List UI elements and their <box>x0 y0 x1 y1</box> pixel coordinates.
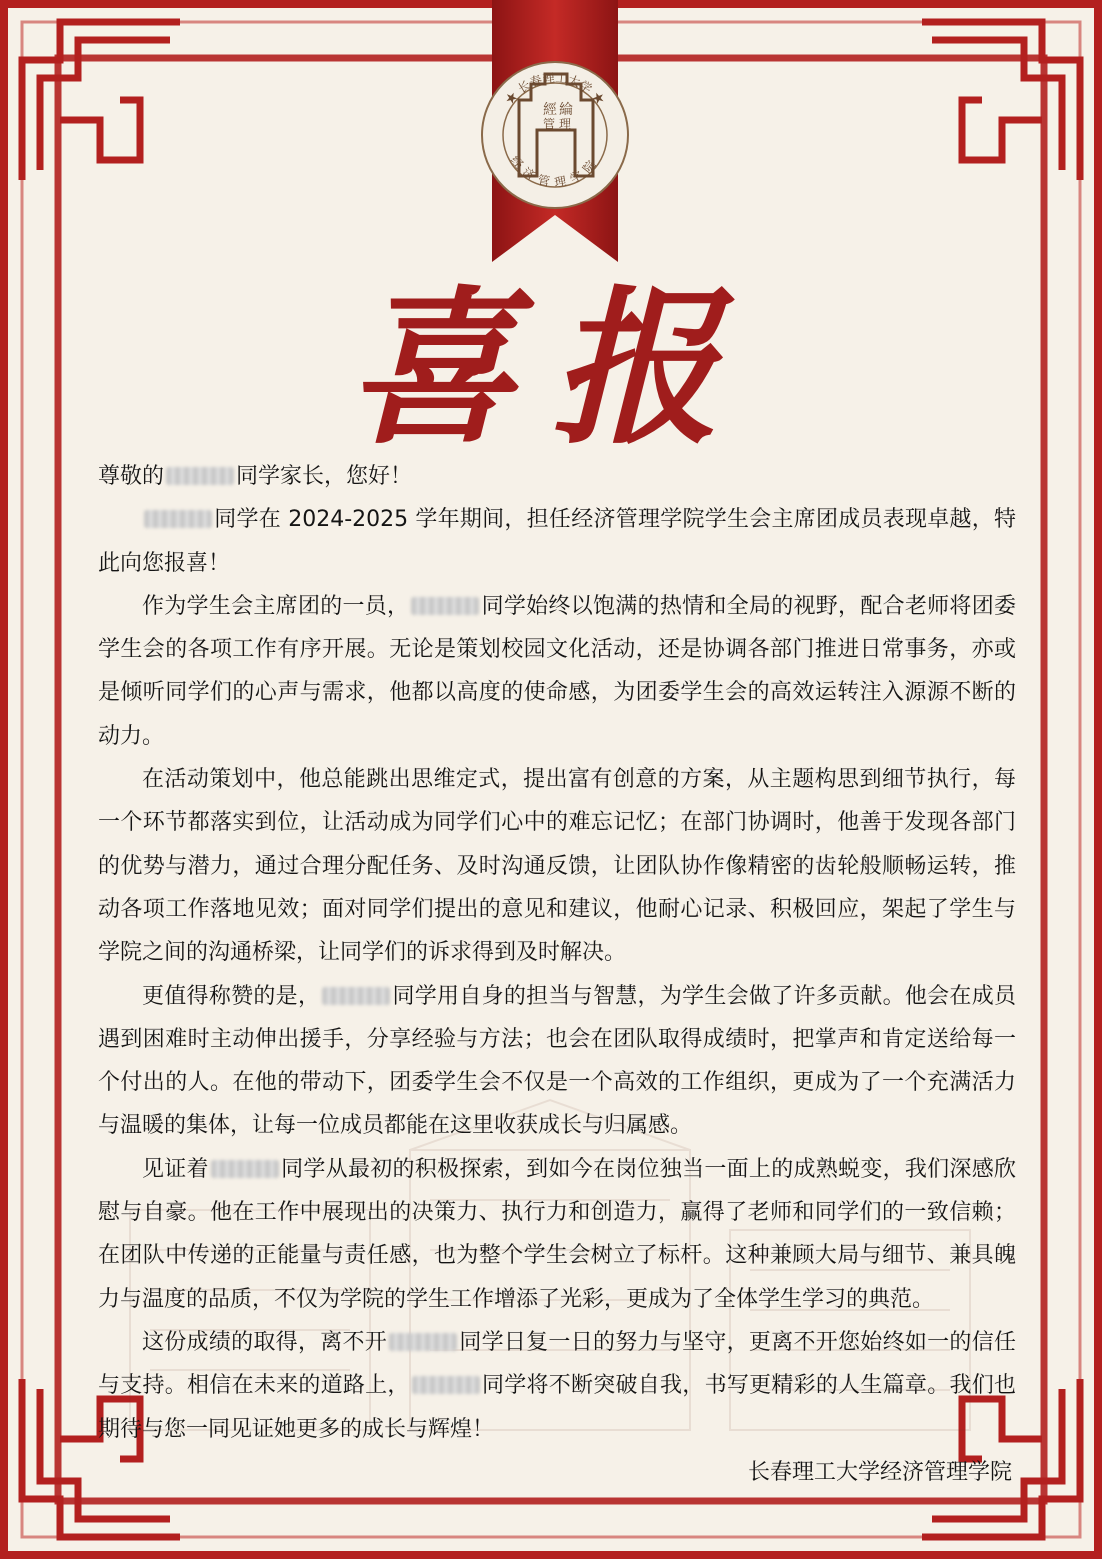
redacted-name <box>412 1376 480 1394</box>
redacted-name <box>411 597 479 615</box>
paragraph-6: 这份成绩的取得，离不开 同学日复一日的努力与坚守，更离不开您始终如一的信任与支持。相信在未来的道路上， 同学将不断突破自我，书写更精彩的人生篇章。我们也期待与您一同见证她更多的成长与辉煌！ <box>98 1329 1016 1442</box>
letter-body <box>98 455 1016 1451</box>
redacted-name <box>166 467 234 485</box>
redacted-name <box>389 1333 457 1351</box>
emblem-char-2: 綸 <box>559 102 573 118</box>
paragraph-3: 在活动策划中，他总能跳出思维定式，提出富有创意的方案，从主题构思到细节执行，每一个环节都落实到位，让活动成为同学们心中的难忘记忆；在部门协调时，他善于发现各部门的优势与潜力，通过合理分配任务、及时沟通反馈，让团队协作像精密的齿轮般顺畅运转，推动各项工作落地见效；面对同学们提出的意见和建议，他耐心记录、积极回应，架起了学生与学院之间的沟通桥梁，让同学们的诉求得到及时解决。 <box>98 767 1016 966</box>
redacted-name <box>211 1160 279 1178</box>
emblem-char-4: 理 <box>559 117 572 131</box>
paragraph-1: 同学在 2024-2025 学年期间，担任经济管理学院学生会主席团成员表现卓越，特此向您报喜！ <box>98 507 1016 576</box>
redacted-name <box>322 987 390 1005</box>
paragraph-5: 见证着 同学从最初的积极探索，到如今在岗位独当一面上的成熟蜕变，我们深感欣慰与自豪。他在工作中展现出的决策力、执行力和创造力，赢得了老师和同学们的一致信赖；在团队中传递的正能量与责任感，也为整个学生会树立了标杆。这种兼顾大局与细节、兼具魄力与温度的品质，不仅为学院的学生工作增添了光彩，更成为了全体学生学习的典范。 <box>98 1156 1016 1312</box>
greeting: 尊敬的 同学家长，您好！ <box>98 464 413 489</box>
signature-college: 长春理工大学经济管理学院 <box>747 1460 1012 1485</box>
paragraph-2: 作为学生会主席团的一员， 同学始终以饱满的热情和全局的视野，配合老师将团委学生会的各项工作有序开展。无论是策划校园文化活动，还是协调各部门推进日常事务，亦或是倾听同学们的心声与需求，他都以高度的使命感，为团委学生会的高效运转注入源源不断的动力。 <box>98 593 1016 749</box>
paragraph-4: 更值得称赞的是， 同学用自身的担当与智慧，为学生会做了许多贡献。他会在成员遇到困难时主动伸出援手，分享经验与方法；也会在团队取得成绩时，把掌声和肯定送给每一个付出的人。在他的带动下，团委学生会不仅是一个高效的工作组织，更成为了一个充满活力与温暖的集体，让每一位成员都能在这里收获成长与归属感。 <box>98 983 1016 1139</box>
emblem-char-3: 管 <box>543 117 556 131</box>
redacted-name <box>144 510 212 528</box>
svg-text:★ 长春理工大学 ★: ★ 长春理工大学 ★ <box>502 70 608 108</box>
svg-text:经济管理学院: 经济管理学院 <box>507 153 603 190</box>
emblem-char-1: 經 <box>543 102 557 118</box>
headline-title: 喜报 <box>347 269 755 467</box>
emblem-gate-mark <box>515 70 597 180</box>
